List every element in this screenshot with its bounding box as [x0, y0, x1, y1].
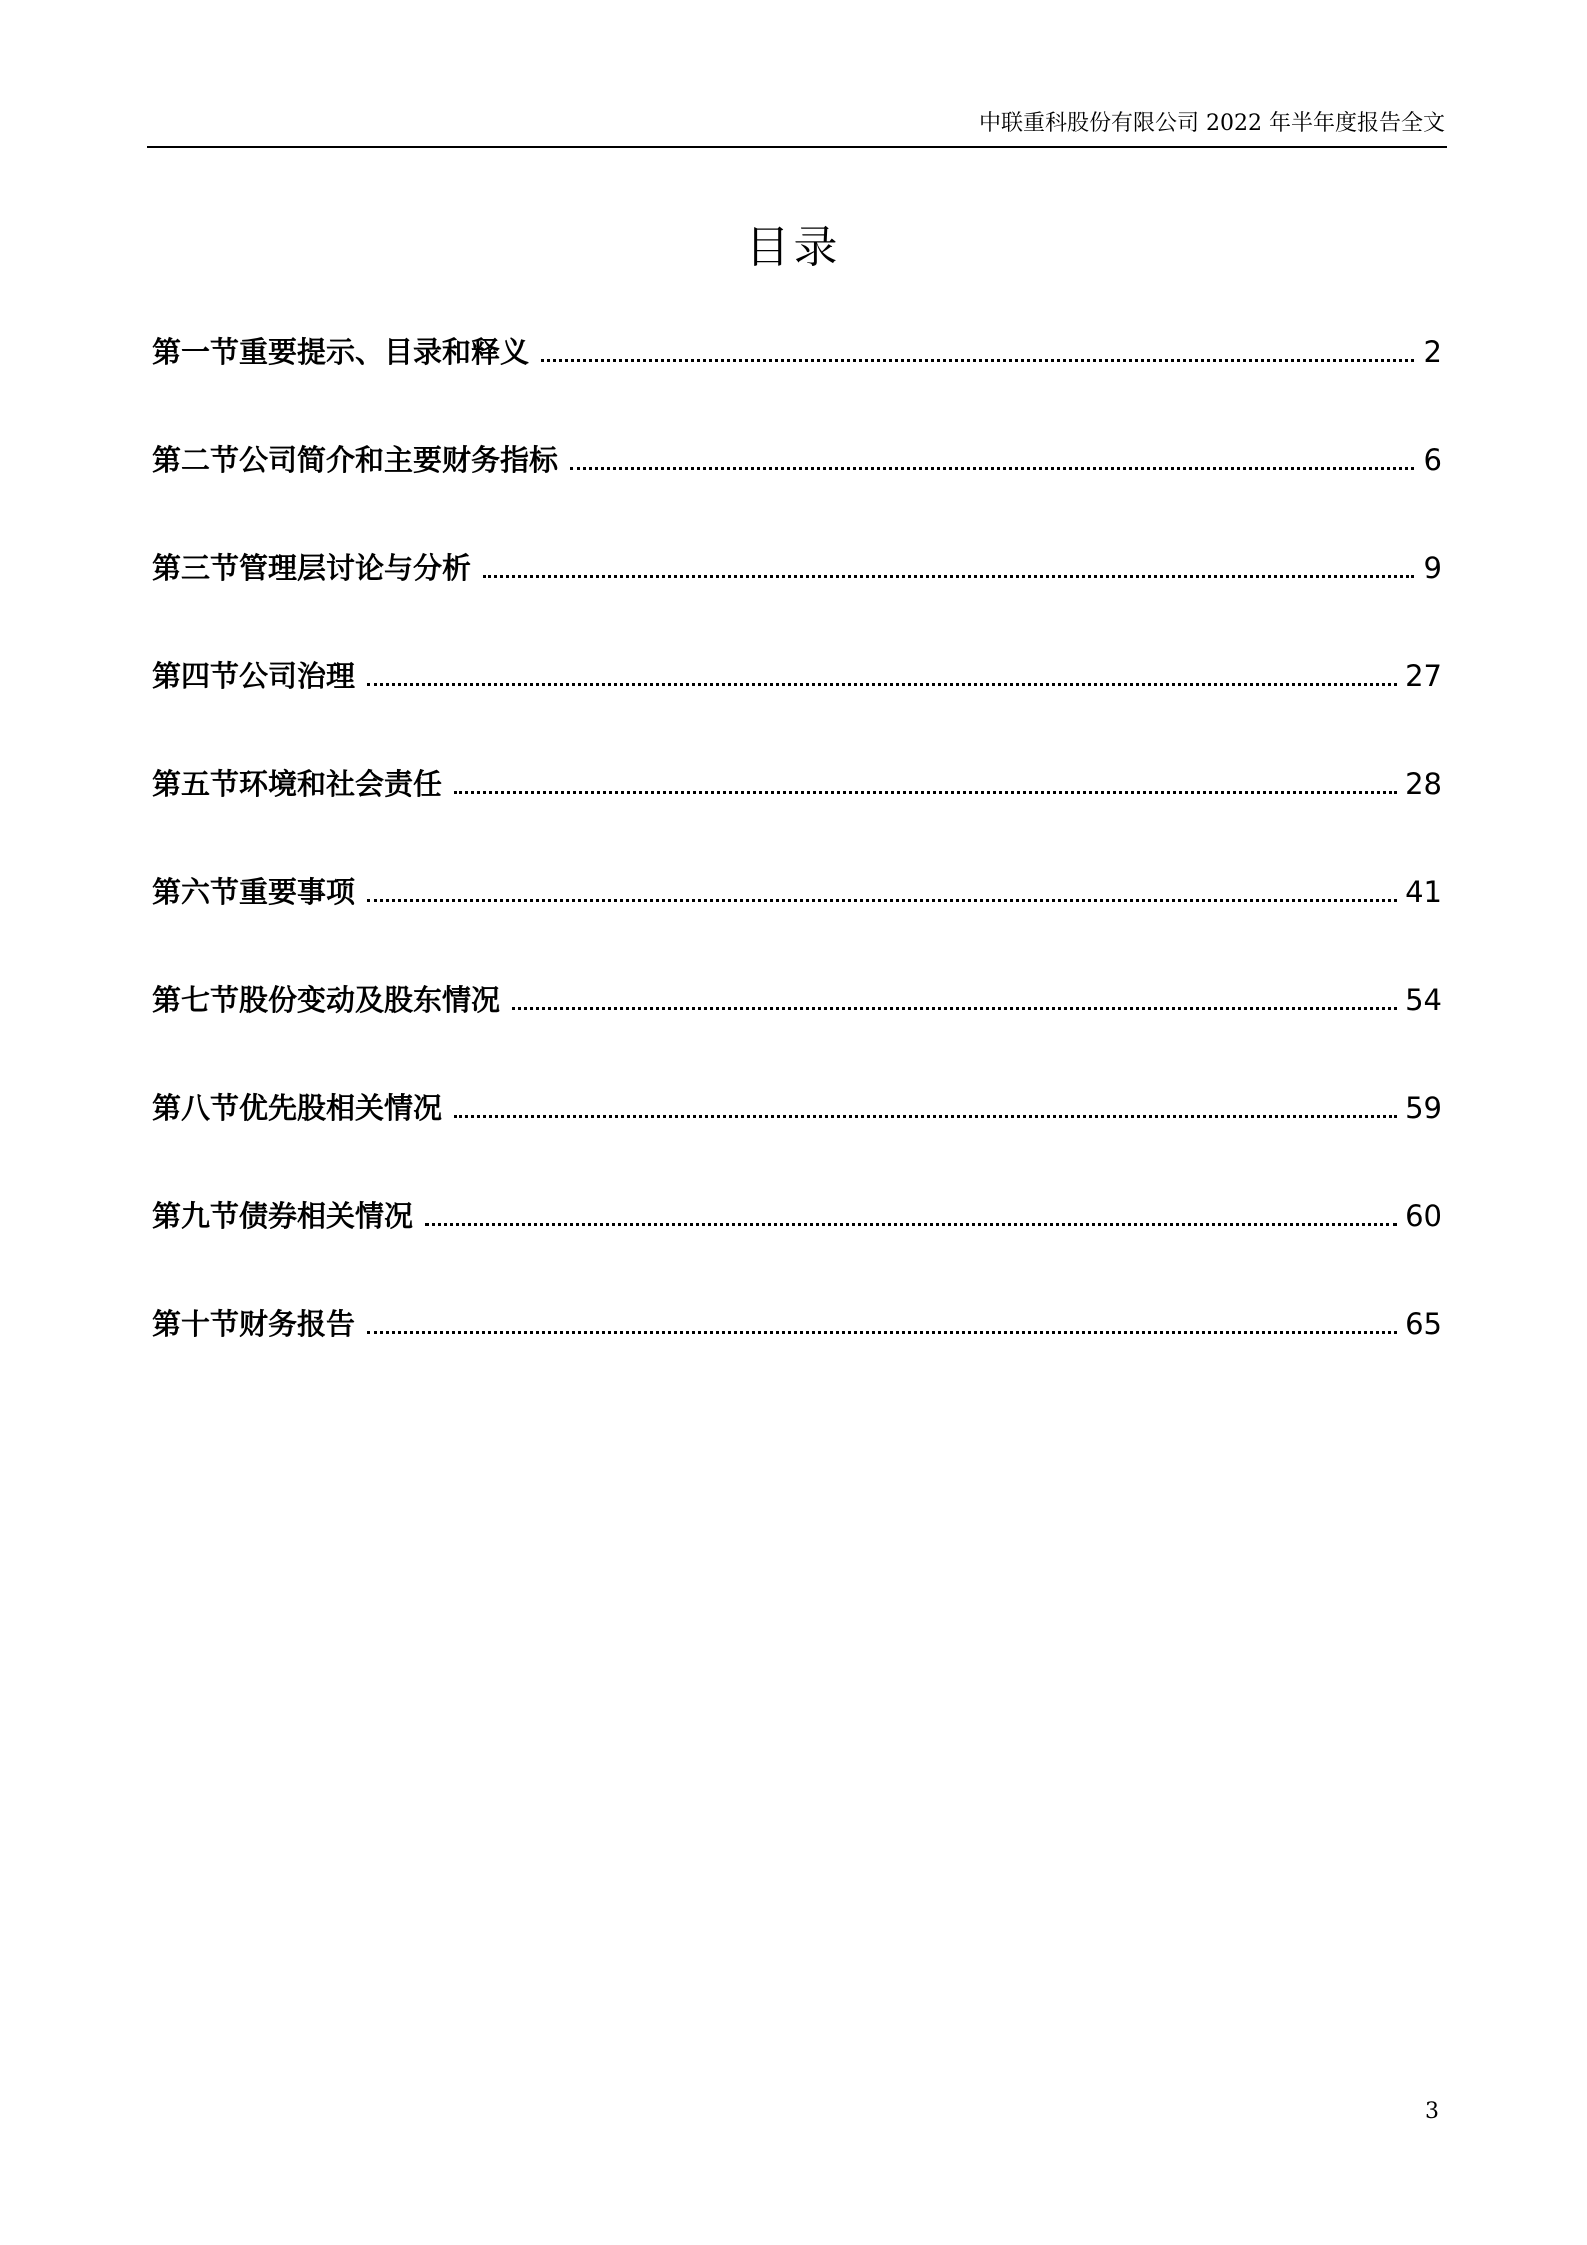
toc-entry-page: 60 — [1405, 1199, 1442, 1233]
toc-entry-page: 2 — [1423, 335, 1442, 369]
table-of-contents — [152, 327, 1442, 1407]
toc-entry-9[interactable] — [152, 1191, 1442, 1299]
toc-entry-label: 第二节公司简介和主要财务指标 — [152, 443, 559, 477]
toc-entry-page: 59 — [1405, 1091, 1442, 1125]
dot-leader — [367, 895, 1397, 902]
dot-leader — [367, 679, 1397, 686]
toc-entry-1[interactable] — [152, 327, 1442, 435]
toc-entry-3[interactable] — [152, 543, 1442, 651]
toc-entry-2[interactable] — [152, 435, 1442, 543]
toc-entry-label: 第四节公司治理 — [152, 659, 356, 693]
toc-entry-page: 9 — [1423, 551, 1442, 585]
toc-entry-label: 第十节财务报告 — [152, 1307, 356, 1341]
header-text: 中联重科股份有限公司 2022 年半年度报告全文 — [979, 111, 1445, 136]
toc-entry-label: 第八节优先股相关情况 — [152, 1091, 443, 1125]
toc-entry-label: 第一节重要提示、目录和释义 — [152, 335, 530, 369]
toc-entry-4[interactable] — [152, 651, 1442, 759]
toc-entry-page: 28 — [1405, 767, 1442, 801]
toc-entry-label: 第三节管理层讨论与分析 — [152, 551, 472, 585]
dot-leader — [512, 1003, 1397, 1010]
toc-entry-page: 41 — [1405, 875, 1442, 909]
toc-entry-6[interactable] — [152, 867, 1442, 975]
page-number: 3 — [1425, 2099, 1439, 2124]
page-header — [147, 108, 1447, 148]
toc-entry-5[interactable] — [152, 759, 1442, 867]
toc-entry-page: 65 — [1405, 1307, 1442, 1341]
toc-title: 目录 — [745, 222, 842, 273]
dot-leader — [367, 1327, 1397, 1334]
toc-entry-7[interactable] — [152, 975, 1442, 1083]
dot-leader — [483, 571, 1414, 578]
toc-entry-label: 第九节债券相关情况 — [152, 1199, 414, 1233]
dot-leader — [570, 463, 1414, 470]
dot-leader — [454, 1111, 1397, 1118]
toc-entry-10[interactable] — [152, 1299, 1442, 1407]
toc-entry-label: 第七节股份变动及股东情况 — [152, 983, 501, 1017]
toc-entry-page: 6 — [1423, 443, 1442, 477]
toc-entry-label: 第六节重要事项 — [152, 875, 356, 909]
toc-entry-label: 第五节环境和社会责任 — [152, 767, 443, 801]
dot-leader — [454, 787, 1397, 794]
toc-entry-page: 27 — [1405, 659, 1442, 693]
dot-leader — [425, 1219, 1397, 1226]
toc-entry-8[interactable] — [152, 1083, 1442, 1191]
dot-leader — [541, 355, 1414, 362]
toc-entry-page: 54 — [1405, 983, 1442, 1017]
